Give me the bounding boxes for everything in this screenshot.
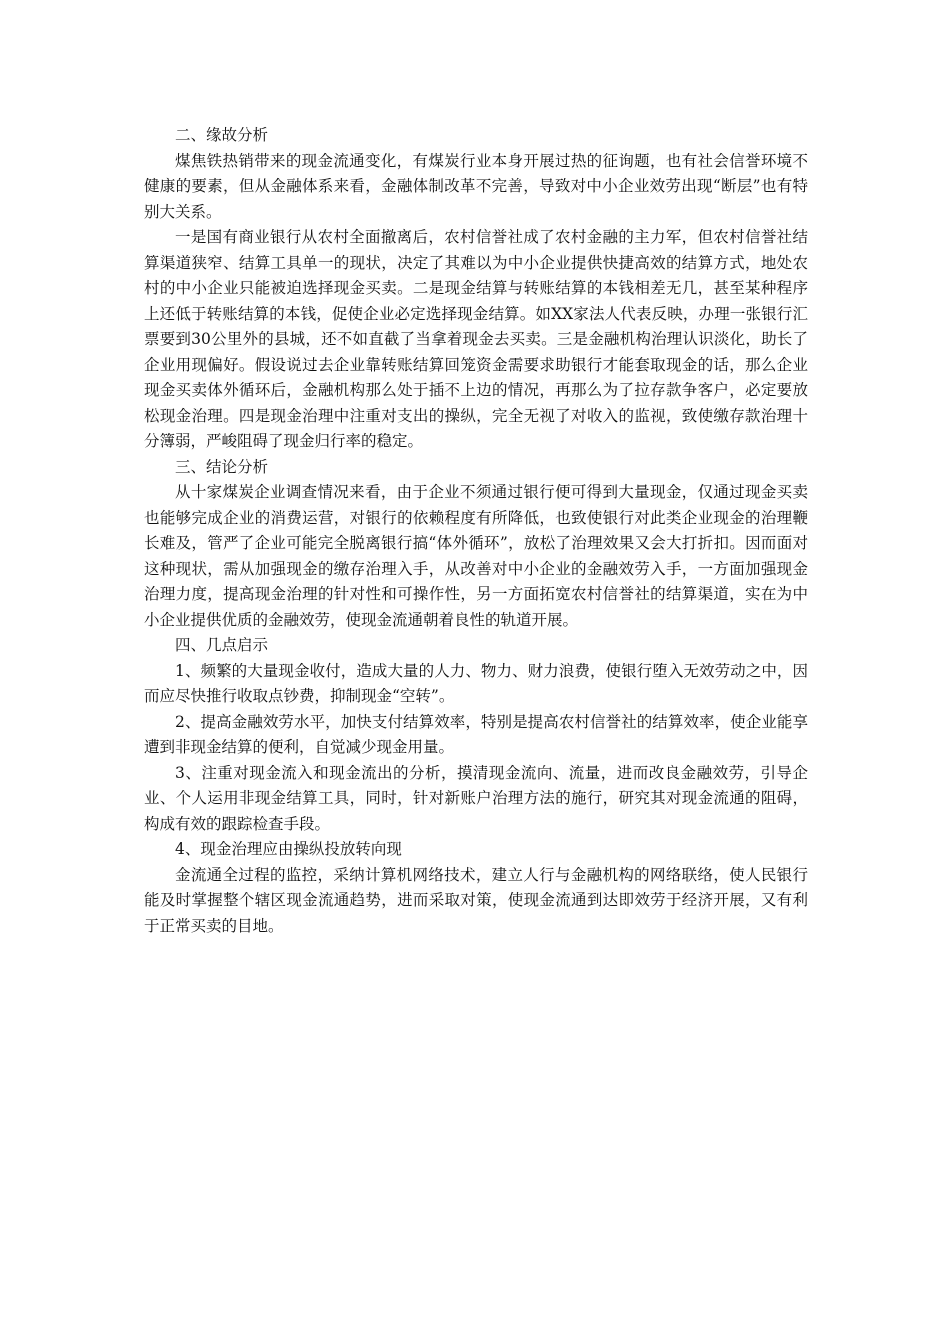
body-paragraph: 煤焦铁热销带来的现金流通变化，有煤炭行业本身开展过热的征询题，也有社会信誉环境不健康的要素，但从金融体系来看，金融体制改革不完善，导致对中小企业效劳出现“断层”也有特别大关系。: [144, 151, 808, 221]
list-item: 1、频繁的大量现金收付，造成大量的人力、物力、财力浪费，使银行堕入无效劳动之中，因而应尽快推行收取点钞费，抑制现金“空转”。: [144, 661, 808, 705]
section-heading-conclusion: 三、结论分析: [175, 457, 269, 476]
list-item: 3、注重对现金流入和现金流出的分析，摸清现金流向、流量，进而改良金融效劳，引导企业、个人运用非现金结算工具，同时，针对新账户治理方法的施行，研究其对现金流通的阻碍，构成有效的跟踪检查手段。: [144, 763, 808, 833]
document-body: [144, 123, 808, 939]
section-heading-implications: 四、几点启示: [175, 636, 269, 654]
body-paragraph: 金流通全过程的监控，采纳计算机网络技术，建立人行与金融机构的网络联络，使人民银行能及时掌握整个辖区现金流通趋势，进而采取对策，使现金流通到达即效劳于经济开展，又有利于正常买卖的目地。: [144, 865, 808, 935]
list-item: 2、提高金融效劳水平，加快支付结算效率，特别是提高农村信誉社的结算效率，使企业能享遭到非现金结算的便利，自觉减少现金用量。: [144, 712, 808, 756]
list-item: 4、现金治理应由操纵投放转向现: [175, 840, 402, 858]
body-paragraph: 从十家煤炭企业调查情况来看，由于企业不须通过银行便可得到大量现金，仅通过现金买卖也能够完成企业的消费运营，对银行的依赖程度有所降低，也致使银行对此类企业现金的治理鞭长难及，管严了企业可能完全脱离银行搞“体外循环”，放松了治理效果又会大打折扣。因而面对这种现状，需从加强现金的缴存治理入手，从改善对中小企业的金融效劳入手，一方面加强现金治理力度，提高现金治理的针对性和可操作性，另一方面拓宽农村信誉社的结算渠道，实在为中小企业提供优质的金融效劳，使现金流通朝着良性的轨道开展。: [144, 483, 808, 629]
body-paragraph: 一是国有商业银行从农村全面撤离后，农村信誉社成了农村金融的主力军，但农村信誉社结算渠道狭窄、结算工具单一的现状，决定了其难以为中小企业提供快捷高效的结算方式，地处农村的中小企业只能被迫选择现金买卖。二是现金结算与转账结算的本钱相差无几，甚至某种程序上还低于转账结算的本钱，促使企业必定选择现金结算。如XX家法人代表反映，办理一张银行汇票要到30公里外的县城，还不如直截了当拿着现金去买卖。三是金融机构治理认识淡化，助长了企业用现偏好。假设说过去企业靠转账结算回笼资金需要求助银行才能套取现金的话，那么企业现金买卖体外循环后，金融机构那么处于插不上边的情况，再那么为了拉存款争客户，必定要放松现金治理。四是现金治理中注重对支出的操纵，完全无视了对收入的监视，致使缴存款治理十分簿弱，严峻阻碍了现金归行率的稳定。: [144, 228, 808, 450]
section-heading-causes: 二、缘故分析: [175, 126, 269, 144]
